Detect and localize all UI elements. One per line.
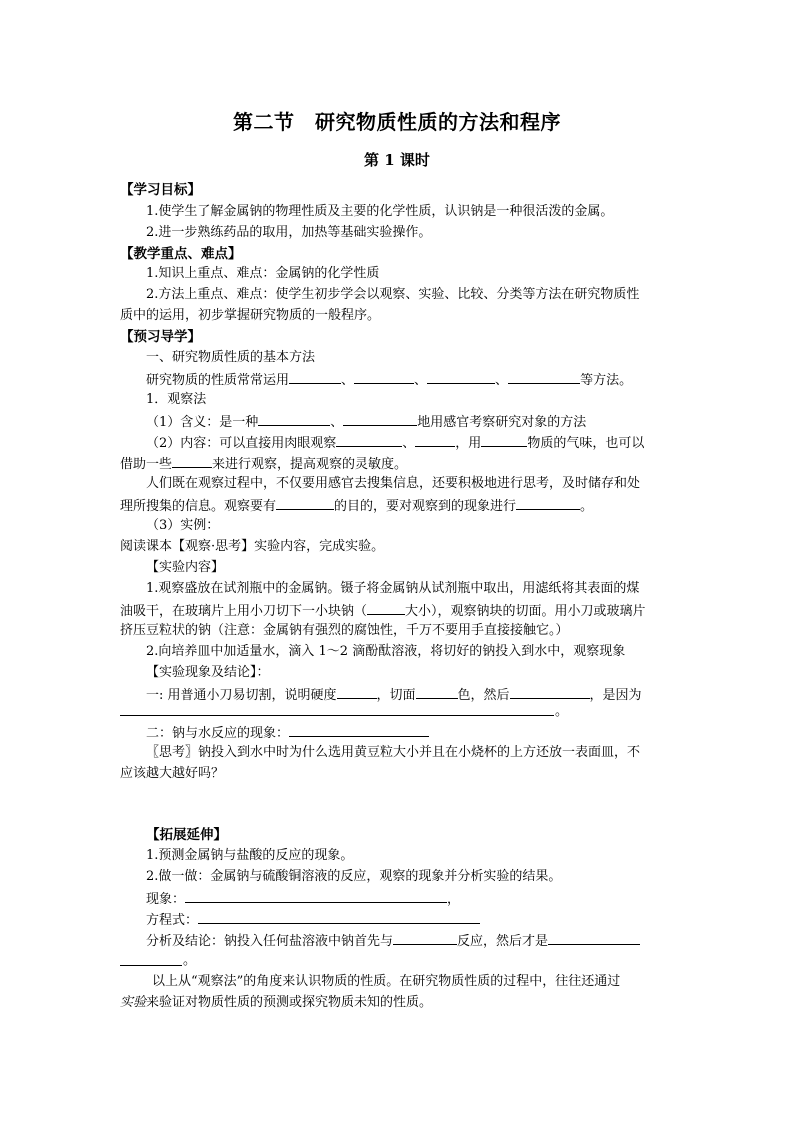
observe-borrow: 借助一些 来进行观察，提高观察的灵敏度。	[120, 457, 408, 472]
observe-method-title: 1．观察法	[146, 392, 207, 407]
keypoint-item-1: 1.知识上重点、难点：金属钠的化学性质	[146, 266, 380, 281]
experiment-header: 【实验内容】	[146, 560, 225, 575]
blank-content-1[interactable]	[336, 434, 402, 447]
phenomenon-line: 现象： ，	[146, 892, 461, 907]
preview-header: 【预习导学】	[120, 329, 201, 345]
equation-line: 方程式：	[146, 911, 480, 929]
methods-line: 研究物质的性质常常运用 、 、 、 等方法。	[146, 373, 633, 388]
goal-item-1: 1.使学生了解金属钠的物理性质及主要的化学性质，认识钠是一种很活泼的金属。	[146, 204, 614, 219]
page-title: 第二节 研究物质性质的方法和程序	[233, 110, 561, 134]
result-two: 二：钠与水反应的现象：	[146, 724, 429, 742]
result-one-end: 。	[555, 704, 569, 719]
reading-instruction: 阅读课本【观察·思考】实验内容，完成实验。	[120, 539, 385, 554]
preview-section-1: 一、研究物质性质的基本方法	[146, 350, 316, 365]
think-line1: 〖思考〗钠投入到水中时为什么选用黄豆粒大小并且在小烧杯的上方还放一表面皿，不	[146, 745, 641, 760]
experiment-step-1-line1: 1.观察盛放在试剂瓶中的金属钠。镊子将金属钠从试剂瓶中取出，用滤纸将其表面的煤	[146, 581, 640, 596]
blank-equation[interactable]	[198, 911, 480, 924]
observe-paragraph-line2: 理所搜集的信息。观察要有 的目的，要对观察到的现象进行 。	[120, 499, 594, 514]
observe-paragraph-line1: 人们既在观察过程中，不仅要用感官去搜集信息，还要积极地进行思考，及时储存和处	[146, 476, 641, 491]
blank-definition-2[interactable]	[343, 413, 417, 426]
blank-content-3[interactable]	[481, 434, 527, 447]
blank-phenomenon[interactable]	[185, 890, 447, 903]
goals-header: 【学习目标】	[120, 182, 201, 198]
analysis-end: 。	[183, 953, 197, 968]
result-header: 【实验现象及结论】：	[146, 665, 270, 680]
experiment-step-1-line2: 油吸干，在玻璃片上用小刀切下一小块钠（ 大小），观察钠块的切面。用小刀或玻璃片	[120, 604, 646, 619]
blank-water-reaction[interactable]	[289, 724, 429, 737]
blank-method-1[interactable]	[289, 371, 341, 384]
blank-first-reaction[interactable]	[393, 932, 457, 945]
lesson-subtitle: 第 1 课时	[364, 151, 430, 169]
goal-item-2: 2.进一步熟练药品的取用，加热等基础实验操作。	[146, 225, 432, 240]
blank-then-reaction[interactable]	[548, 932, 640, 945]
blank-method-2[interactable]	[354, 371, 414, 384]
experiment-step-1-line3: 挤压豆粒状的钠（注意：金属钠有强烈的腐蚀性，千万不要用手直接接触它。）	[120, 623, 569, 638]
closing-line1: 以上从“观察法”的角度来认识物质的性质。在研究物质性质的过程中，往往还通过	[152, 974, 621, 989]
observe-content: （2）内容：可以直接用肉眼观察 、 ，用 物质的气味，也可以	[146, 436, 645, 451]
blank-content-2[interactable]	[415, 434, 455, 447]
experiment-step-2: 2.向培养皿中加适量水，滴入 1～2 滴酚酞溶液，将切好的钠投入到水中，观察现象	[146, 644, 626, 659]
example-title: （3）实例：	[146, 518, 220, 533]
blank-borrow[interactable]	[172, 455, 212, 468]
extend-header: 【拓展延伸】	[146, 827, 227, 843]
blank-method-4[interactable]	[508, 371, 580, 384]
observe-definition: （1）含义：是一种 、 地用感官考察研究对象的方法	[146, 415, 587, 430]
blank-purpose[interactable]	[276, 497, 334, 510]
analysis-line: 分析及结论：钠投入任何盐溶液中钠首先与 反应，然后才是	[146, 932, 640, 950]
blank-process[interactable]	[516, 497, 580, 510]
blank-method-3[interactable]	[427, 371, 495, 384]
blank-then[interactable]	[510, 686, 590, 699]
keypoint-item-2-line2: 质中的运用，初步掌握研究物质的一般程序。	[120, 308, 381, 323]
keypoint-item-2-line1: 2.方法上重点、难点：使学生初步学会以观察、实验、比较、分类等方法在研究物质性	[146, 287, 640, 302]
blank-definition-1[interactable]	[258, 413, 330, 426]
think-line2: 应该越大越好吗？	[120, 766, 225, 781]
keypoints-header: 【教学重点、难点】	[120, 246, 242, 262]
extend-item-1: 1.预测金属钠与盐酸的反应的现象。	[146, 848, 354, 863]
blank-reason[interactable]	[120, 715, 554, 716]
blank-hardness[interactable]	[337, 686, 377, 699]
blank-size[interactable]	[367, 602, 405, 615]
blank-color[interactable]	[416, 686, 458, 699]
result-one: 一: 用普通小刀易切割，说明硬度 ，切面 色，然后 ，是因为	[146, 688, 642, 703]
blank-analysis-continuation[interactable]	[120, 965, 182, 966]
closing-line2: 实验来验证对物质性质的预测或探究物质未知的性质。	[120, 995, 433, 1010]
extend-item-2: 2.做一做：金属钠与硫酸铜溶液的反应，观察的现象并分析实验的结果。	[146, 869, 562, 884]
